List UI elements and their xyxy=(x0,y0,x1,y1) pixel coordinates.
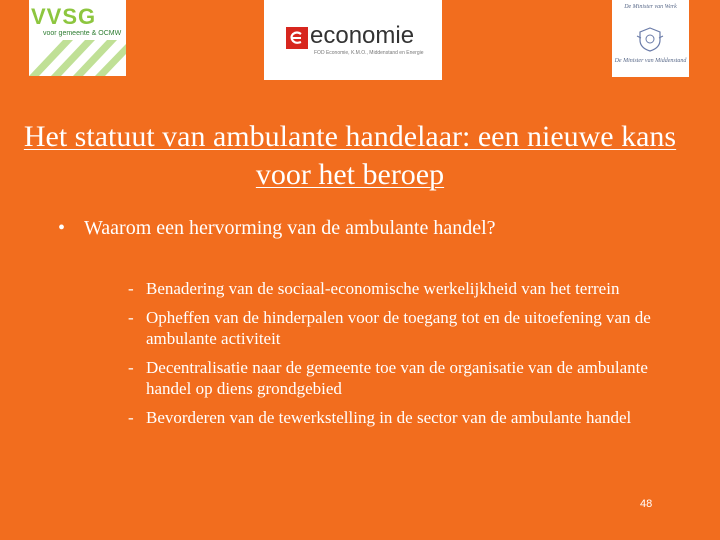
sub-bullet-list xyxy=(128,278,668,436)
coat-of-arms-icon xyxy=(635,26,665,52)
main-bullet xyxy=(58,217,496,240)
list-item xyxy=(128,307,668,349)
dash-icon: - xyxy=(128,408,134,427)
economie-logo xyxy=(264,0,442,80)
economie-wordmark: economie xyxy=(310,22,415,49)
list-item-text: Benadering van de sociaal-economische werkelijkheid van het terrein xyxy=(146,279,620,298)
list-item xyxy=(128,407,668,428)
dash-icon: - xyxy=(128,308,134,327)
list-item xyxy=(128,278,668,299)
vvsg-logo xyxy=(29,0,126,76)
economie-tagline: FOD Economie, K.M.O., Middenstand en Energie xyxy=(314,50,424,56)
dash-icon: - xyxy=(128,279,134,298)
bullet-icon: • xyxy=(58,217,66,239)
seal-bottom-text: De Minister van Middenstand xyxy=(614,58,687,64)
list-item-text: Decentralisatie naar de gemeente toe van de organisatie van de ambulante handel op diens grondgebied xyxy=(146,358,648,398)
list-item-text: Bevorderen van de tewerkstelling in de sector van de ambulante handel xyxy=(146,408,632,427)
vvsg-tagline: voor gemeente & OCMW xyxy=(43,30,122,37)
vvsg-wordmark: VVSG xyxy=(31,4,97,29)
dash-icon: - xyxy=(128,358,134,377)
belgian-seal-logo xyxy=(612,0,689,77)
list-item xyxy=(128,357,668,399)
page-number: 48 xyxy=(640,498,653,510)
main-bullet-text: Waarom een hervorming van de ambulante handel? xyxy=(84,217,496,239)
slide-title: Het statuut van ambulante handelaar: een nieuwe kans voor het beroep xyxy=(23,120,677,191)
seal-top-text: De Minister van Werk xyxy=(624,4,677,10)
list-item-text: Opheffen van de hinderpalen voor de toegang tot en de uitoefening van de ambulante activiteit xyxy=(146,308,651,348)
economie-e-icon xyxy=(286,27,308,49)
